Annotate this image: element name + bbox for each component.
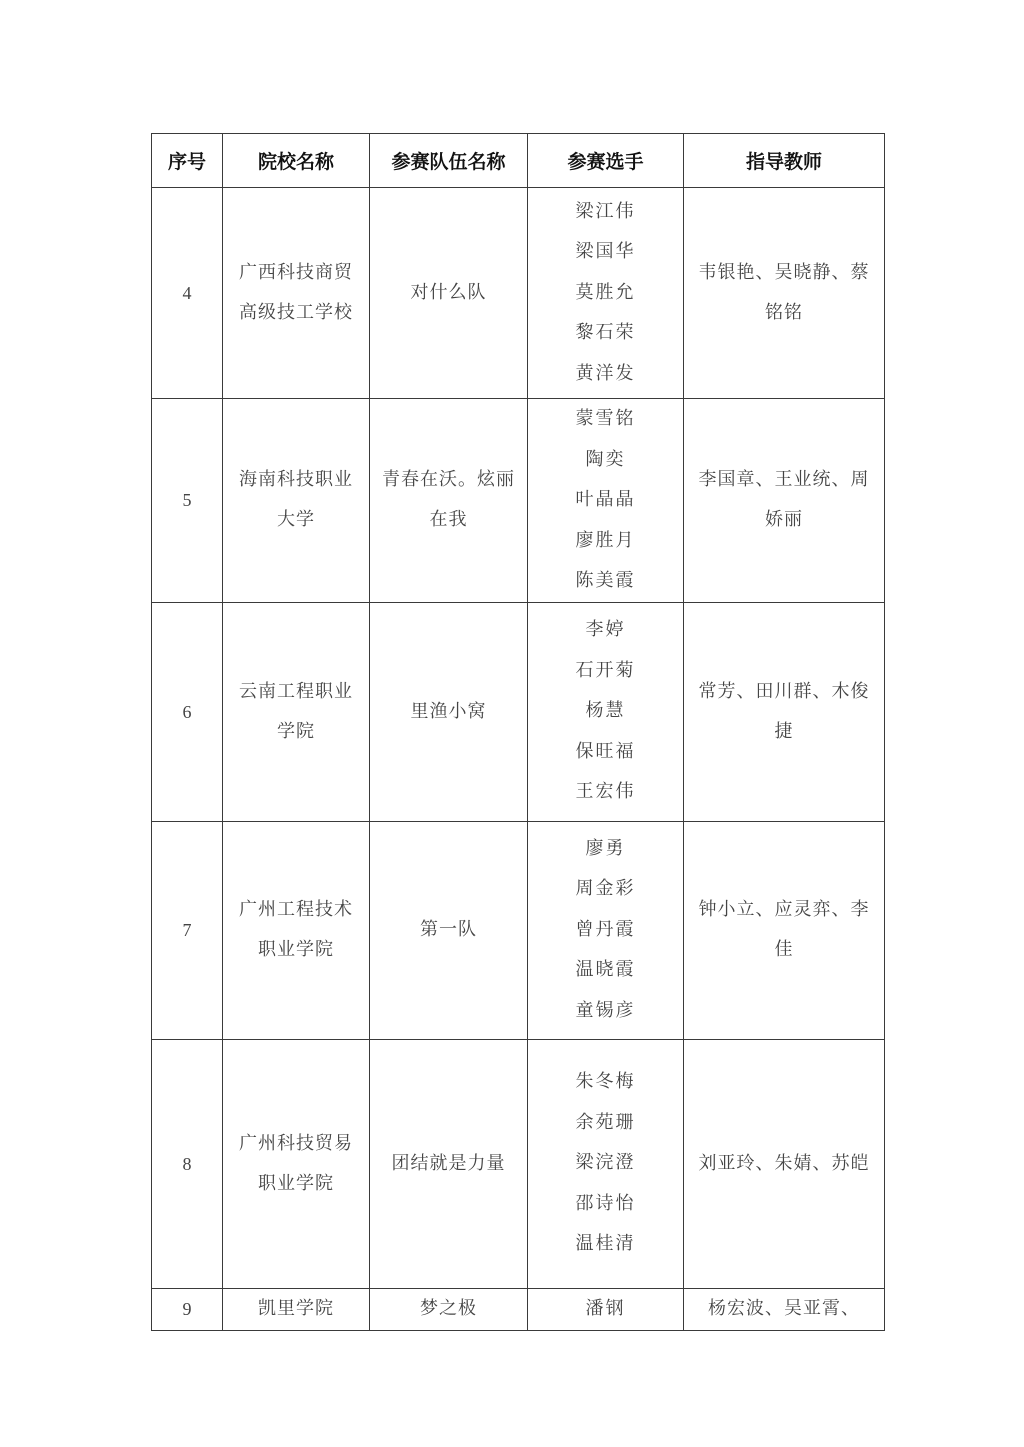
table-header: [152, 134, 885, 188]
cell-team: [370, 602, 528, 821]
table-row: [152, 399, 885, 603]
school-name: 海南科技职业大学: [239, 469, 353, 531]
team-name: 梦之极: [420, 1298, 477, 1319]
cell-players: [528, 1039, 684, 1288]
teacher-names: 刘亚玲、朱婧、苏皑: [698, 1152, 870, 1174]
cell-school: [223, 602, 370, 821]
school-name: 广西科技商贸高级技工学校: [239, 262, 353, 323]
team-name: 第一队: [420, 919, 477, 940]
cell-school: [223, 821, 370, 1039]
cell-team: [370, 399, 528, 603]
team-name: 里渔小窝: [410, 700, 487, 722]
player-name: 黄洋发: [575, 362, 636, 384]
cell-seq: 6: [152, 602, 223, 821]
team-name: 对什么队: [410, 282, 487, 303]
cell-teachers: [684, 821, 885, 1039]
cell-seq: 4: [152, 188, 223, 399]
header-players: 参赛选手: [528, 134, 684, 188]
player-name: 邵诗怡: [575, 1192, 636, 1214]
teacher-names: 李国章、王业统、周娇丽: [698, 469, 870, 531]
cell-team: [370, 1039, 528, 1288]
player-name: 廖胜月: [575, 529, 636, 551]
competition-roster-table: [151, 133, 885, 1331]
cell-players: [528, 1288, 684, 1330]
school-name: 广州工程技术职业学院: [239, 899, 353, 960]
player-name: 童锡彦: [575, 999, 636, 1021]
player-name: 莫胜允: [575, 281, 636, 303]
cell-team: [370, 1288, 528, 1330]
table-row: [152, 602, 885, 821]
cell-school: [223, 188, 370, 399]
cell-seq: 8: [152, 1039, 223, 1288]
cell-team: [370, 821, 528, 1039]
teacher-names: 常芳、田川群、木俊捷: [698, 680, 870, 742]
player-name: 叶晶晶: [575, 489, 636, 510]
header-row: [152, 134, 885, 188]
cell-teachers: [684, 188, 885, 399]
school-name: 云南工程职业学院: [239, 680, 353, 742]
table-row: [152, 1039, 885, 1288]
header-team: 参赛队伍名称: [370, 134, 528, 188]
teacher-names: 杨宏波、吴亚霄、: [708, 1298, 860, 1319]
header-school: 院校名称: [223, 134, 370, 188]
cell-school: [223, 399, 370, 603]
player-name: 石开菊: [575, 659, 636, 681]
player-name: 梁国华: [575, 241, 636, 263]
player-name: 李婷: [585, 619, 626, 641]
player-name: 朱冬梅: [575, 1071, 636, 1093]
table-row: [152, 1288, 885, 1330]
cell-teachers: [684, 1039, 885, 1288]
player-name: 王宏伟: [575, 781, 636, 803]
header-teachers: 指导教师: [684, 134, 885, 188]
cell-teachers: [684, 399, 885, 603]
player-name: 蒙雪铭: [575, 408, 636, 429]
player-name: 温晓霞: [575, 959, 636, 981]
cell-players: [528, 602, 684, 821]
player-name: 黎石荣: [575, 322, 636, 344]
teacher-names: 韦银艳、吴晓静、蔡铭铭: [698, 262, 870, 323]
table-row: [152, 188, 885, 399]
cell-players: [528, 399, 684, 603]
cell-team: [370, 188, 528, 399]
cell-school: [223, 1288, 370, 1330]
school-name: 广州科技贸易职业学院: [239, 1132, 353, 1194]
header-seq: 序号: [152, 134, 223, 188]
table-row: [152, 821, 885, 1039]
player-name: 保旺福: [575, 740, 636, 762]
cell-seq: 9: [152, 1288, 223, 1330]
teacher-names: 钟小立、应灵弈、李佳: [698, 899, 870, 960]
cell-players: [528, 821, 684, 1039]
school-name: 凯里学院: [258, 1298, 334, 1319]
player-name: 梁江伟: [575, 200, 636, 222]
player-name: 周金彩: [575, 878, 636, 900]
player-name: 廖勇: [585, 837, 626, 859]
player-name: 杨慧: [585, 700, 626, 722]
player-name: 陶奕: [585, 448, 626, 470]
cell-seq: 7: [152, 821, 223, 1039]
player-name: 陈美霞: [575, 570, 636, 591]
cell-teachers: [684, 1288, 885, 1330]
cell-players: [528, 188, 684, 399]
player-name: 余苑珊: [575, 1111, 636, 1133]
cell-teachers: [684, 602, 885, 821]
player-name: 潘钢: [585, 1297, 626, 1319]
team-name: 青春在沃。炫丽在我: [382, 469, 515, 531]
team-name: 团结就是力量: [391, 1152, 506, 1174]
player-name: 曾丹霞: [575, 918, 636, 940]
cell-school: [223, 1039, 370, 1288]
player-name: 梁浣澄: [575, 1152, 636, 1174]
player-name: 温桂清: [575, 1233, 636, 1255]
cell-seq: 5: [152, 399, 223, 603]
